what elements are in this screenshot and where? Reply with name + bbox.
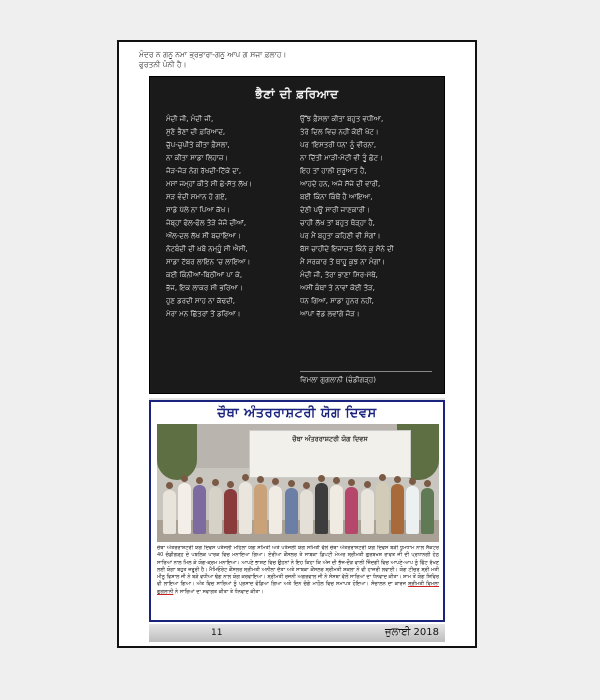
author-divider <box>300 371 432 372</box>
poem-author <box>300 371 432 385</box>
photo-person <box>391 484 404 534</box>
poem-right-line: ਚਾਹੀ ਲੱਖ ਤਾਂ ਬਹੁਤ ਥੋੜ੍ਹਾ ਹੈ, <box>300 219 375 227</box>
poem-left-line: ਨਾ ਕੀਤਾ ਸਾਡਾ ਲਿਹਾਜ਼। <box>166 154 229 162</box>
photo-person-head <box>333 477 340 484</box>
photo-person-head <box>394 476 401 483</box>
photo-person <box>345 487 358 534</box>
poem-left-line: ਕਈ ਕਿੰਨੀਆਂ-ਬਿਠੀਆਂ ਪਾ ਕੇ, <box>166 271 243 279</box>
photo-person-head <box>364 481 371 488</box>
article-end-post: ਨੇ ਸਾਰਿਆਂ ਦਾ ਸਵਾਗਤ ਕੀਤਾ ਤੇ ਧੰਨਵਾਦ ਕੀਤਾ। <box>173 588 264 595</box>
photo-person <box>406 486 419 534</box>
photo-person-head <box>348 479 355 486</box>
poem-left-line: ਨੋਟਬੰਦੀ ਦੀ ਖ਼ਬੋ ਨਮ੍ਹੂੰ ਸੀ ਐਸੀ, <box>166 245 248 253</box>
magazine-sheet <box>117 40 477 648</box>
poem-right-line: ਤੇਰੇ ਦਿਲ ਵਿਚ ਨਹੀਂ ਕੋਈ ਖੋਟ। <box>300 128 379 136</box>
poem-title: ਭੈਣਾਂ ਦੀ ਫ਼ਰਿਆਦ <box>255 87 339 101</box>
poem-left-line: ਮੇਰਾ ਮਨ ਛਿੱਤਰਾਂ ਤੋਂ ਡਰਿਆ। <box>166 310 241 318</box>
photo-person-head <box>303 482 310 489</box>
poem-left-line: ਸੁਣੋ ਭੈਣਾਂ ਦੀ ਫ਼ਰਿਆਦ, <box>166 128 226 136</box>
poem-box <box>149 76 445 394</box>
poem-left-column <box>166 113 296 321</box>
poem-right-line: ਪਰ ਮੈਂ ਬਹੁਤਾ ਕਹਿਣੀ ਵੀ ਸੰਗਾਂ। <box>300 232 381 240</box>
poem-right-line: ਮੈਂ ਸਰਕਾਰ ਤੋਂ ਥਾਹੂ ਕੁਝ ਨਾ ਮੰਗਾਂ। <box>300 258 386 266</box>
photo-person-head <box>318 475 325 482</box>
top-text-line-2: ਫੁਰਤਨੀ ਪੰਨੀ ਹੈ। <box>139 60 187 69</box>
poem-left-line: ਜੋੜ-ਜੋੜ ਨੋਗ ਰੱਖਦੀ-ਟਿੱਕੇ ਦਾ, <box>166 167 242 175</box>
photo-person-head <box>288 480 295 487</box>
poem-left-line: ਮੰਦੀ ਜੀ, ਮੰਦੀ ਜੀ, <box>166 115 214 123</box>
poem-right-line: ਮੰਦੀ ਜੀ, ਤੇਰਾ ਭਾਣਾ ਸਿਰ-ਮੱਥੇ, <box>300 271 378 279</box>
group-photo <box>157 424 439 542</box>
photo-person <box>178 483 191 534</box>
photo-person <box>421 488 434 534</box>
poem-right-line: ਆਹਦੇ ਹਨ, ਅਜੇ ਸੱਜੇ ਦੀ ਵਾਰੀ, <box>300 180 381 188</box>
poem-right-line: ਅਸੀਂ ਕੰਥਾਂ ਤੇ ਨਾਵਾਂ ਕੋਈ ਤੋੜ, <box>300 284 375 292</box>
photo-person-head <box>379 474 386 481</box>
poem-left-line: ਚੁੱਪ-ਚੁਪੀਤੇ ਕੀਤਾ ਫ਼ੈਸਲਾ, <box>166 141 230 149</box>
photo-person <box>163 490 176 534</box>
photo-tree-left <box>157 424 197 480</box>
poem-right-line: ਆਪਾਂ ਵੱਡ ਲਵਾਂਗੇ ਜੋੜ। <box>300 310 360 318</box>
photo-banner <box>249 430 411 478</box>
photo-person-head <box>212 479 219 486</box>
photo-person <box>285 488 298 534</box>
page-footer-2 <box>149 624 445 642</box>
poem-right-column <box>300 113 440 321</box>
photo-person <box>193 485 206 534</box>
yoga-title: ਚੌਥਾ ਅੰਤਰਰਾਸ਼ਟਰੀ ਯੋਗ ਦਿਵਸ <box>217 406 377 421</box>
photo-person <box>224 489 237 534</box>
poem-right-line: ਪਰ 'ਇਸਤਰੀ ਧਨ' ਨੂੰ ਵੀਰਨਾ, <box>300 141 377 149</box>
yoga-article <box>157 545 439 620</box>
page-number-2: 11 <box>211 628 223 638</box>
yoga-frame <box>149 400 445 622</box>
top-text <box>139 50 459 70</box>
photo-person <box>315 483 328 534</box>
article-body: ਚੌਥਾ ਅੰਤਰਰਾਸ਼ਟਰੀ ਯੋਗ ਦਿਵਸ ਪਤੰਜਲੀ ਮਹਿਲਾ ਯੋਗ ਸਮਿਤੀ ਅਤੇ ਪਤੰਜਲੀ ਯੋਗ ਸਮਿਤੀ ਵੱਲੋਂ ਚੌਥਾ ਅੰਤਰਰਾਸ਼ਟਰੀ ਯੋਗ ਦਿਵਸ ਬੜੀ ਧੂਮਧਾਮ ਨਾਲ ਸੈਕਟਰ 40 ਚੰਡੀਗੜ੍ਹ ਦੇ ਪਬਲਿਕ ਪਾਰਕ ਵਿਚ ਮਨਾਇਆ ਗਿਆ। ਏਰੀਆ ਕੌਂਸਲਰ ਤੇ ਸਾਬਕਾ ਡਿਪਟੀ ਮੇਅਰ ਸ਼੍ਰੀਮਤੀ ਗੁਰਬਖਸ਼ ਰਾਵਤ ਜੀ ਦੀ ਪ੍ਰਧਾਨਗੀ ਹੇਠ ਸਾਰਿਆਂ ਨਾਲ ਮਿਲ ਕੇ ਯੋਗ-ਕ੍ਰਮ ਮਨਾਇਆ। ਆਪਣੇ ਭਾਸ਼ਣ ਵਿਚ ਉਹਨਾਂ ਨੇ ਇਹ ਕਿਹਾ ਕਿ ਅੱਜ ਦੀ ਭੱਜ-ਦੌੜ ਵਾਲੀ ਜ਼ਿੰਦਗੀ ਵਿਚ ਆਪਣੇ-ਆਪ ਨੂੰ ਫਿੱਟ ਰੱਖਣ ਲਈ ਯੋਗਾ ਬਹੁਤ ਜ਼ਰੂਰੀ ਹੈ। ਮੈਮਿਓਰੇਟ ਕੌਂਸਲਰ ਸ਼੍ਰੀਮਤੀ ਅਨੀਲਾ ਦੱਤਾ ਅਤੇ ਸਾਬਕਾ ਕੌਂਸਲਰ ਸ਼੍ਰੀਮਤੀ ਸ਼ਕਲਾ ਨੇ ਵੀ ਹਾਜ਼ਰੀ ਲਵਾਈ। ਯੋਗ ਟੀਚਰ ਸ਼੍ਰੀ ਮਤੀ ਮੀਨੂ ਵਿਸ਼ਾਲ ਜੀ ਨੇ ਬੜੇ ਵਧੀਆ ਢੰਗ ਨਾਲ ਯੋਗ ਕਰਵਾਇਆ। ਸ਼੍ਰੀਮਤੀ ਰਜਨੀ ਅਗਰਵਾਲ ਜੀ ਨੇ ਸੰਸਥਾ ਵੱਲੋਂ ਸਾਰਿਆਂ ਦਾ ਧੰਨਵਾਦ ਕੀਤਾ। ਸ਼ਾਮ ਤੋਂ ਯੋਗ ਸ਼ਿਵਿਰ ਵੀ ਲਾਇਆ ਗਿਆ। ਅੰਤ ਵਿਚ ਸਾਰਿਆਂ ਨੂੰ ਪ੍ਰਸਾਦ ਵੰਡਿਆ ਗਿਆ ਅਤੇ ਦਿਨ ਚੰਗੇ ਮਾਹੌਲ ਵਿਚ ਸਮਾਪਤ ਹੋਇਆ। <box>157 545 439 588</box>
poem-left-line: ਸਾਡਾ ਟੱਬਰ ਲਾਇਨ 'ਚ ਲਾਇਆ। <box>166 258 251 266</box>
poem-left-line: ਸਾਡੇ ਪੱਲੇ ਨਾ ਪਿਆ ਕੱਖ। <box>166 206 231 214</box>
photo-person-head <box>166 482 173 489</box>
poem-right-line: ਬੱਸ ਚਾਹੀਦੇ ਇਜਾਜ਼ਤ ਕਿੰਨੇ ਕੁ ਸੋਨੇ ਦੀ <box>300 245 394 253</box>
poem-right-line: ਧਨ ਗਿਆ, ਸਾਡਾ ਹੁਨਰ ਨਹੀਂ, <box>300 297 374 305</box>
article-end-pre: ਸੰਚਾਲਨ ਦਾ ਕਾਰਜ <box>371 581 409 588</box>
poem-left-line: ਸੜ ਵੰਦੀ ਸਮਾਨ ਹੋ ਗਏ, <box>166 193 227 201</box>
poem-left-line: ਭੱਜ, ਇਕ ਲਾਕਰ ਸੀ ਭਰਿਆ। <box>166 284 243 292</box>
photo-person <box>300 490 313 534</box>
poem-left-line: ਔਲ-ਦਲ ਲੱਖ ਸੀ ਬਚਾਇਆ। <box>166 232 241 240</box>
article-highlight: ਸ਼੍ਰੀਮਤੀ ਵਿਮਲਾ ਗੁਗਲਾਨੀ <box>157 581 439 595</box>
banner-text: ਚੌਥਾ ਅੰਤਰਰਾਸ਼ਟਰੀ ਯੋਗ ਦਿਵਸ <box>292 435 368 443</box>
photo-person-head <box>227 481 234 488</box>
photo-person <box>330 485 343 534</box>
photo-person <box>376 482 389 534</box>
poem-left-line: ਜੇਬ੍ਹਾਂ ਫੋਲ-ਫੋਲ ਤੋੜੇ ਜੇਜੋ ਦੀਆਂ, <box>166 219 247 227</box>
poem-right-line: ਉੱਝ ਫ਼ੈਸਲਾ ਕੀਤਾ ਬਹੁਤ ਵਧੀਆ, <box>300 115 384 123</box>
photo-person-head <box>181 475 188 482</box>
poem-left-line: ਹੁਣ ਡਰਦੀ ਸਾਹ ਨਾ ਕੱਢਦੀ, <box>166 297 236 305</box>
photo-person <box>254 484 267 534</box>
photo-person-head <box>409 478 416 485</box>
top-text-line-1: ਮੰਦਰ ਨ ਗਨੂ ਨਮਾ ਭ੍ਰਭਾਰਾ-ਗਨੂ ਆਪ ਗ ਸਜਾ ਫ਼ਲਾਹ। <box>139 50 287 59</box>
poem-right-line: ਦੇਣੀ ਪਊ ਸਾਰੀ ਜਾਣਕਾਰੀ। <box>300 206 370 214</box>
photo-person <box>239 482 252 534</box>
photo-person <box>209 487 222 534</box>
poem-right-line: ਨਾ ਦਿੱਤੀ ਮਾੜੀ-ਮੋਟੀ ਵੀ ਤੂੰ ਛੋਟ। <box>300 154 383 162</box>
photo-person-head <box>196 477 203 484</box>
photo-person-head <box>424 480 431 487</box>
photo-person-head <box>272 478 279 485</box>
photo-person <box>361 489 374 534</box>
poem-right-line: ਇਹ ਤਾਂ ਹਾਲੀ ਸ਼ੁਰੂਆਤ ਹੈ, <box>300 167 367 175</box>
photo-person <box>269 486 282 534</box>
poem-author-name: ਵਿਮਲਾ ਗੁਗਲਾਨੀ (ਚੰਡੀਗੜ੍ਹ) <box>300 376 376 384</box>
poem-right-line: ਬਈ ਕਿੰਨਾ ਕਿੰਥੋਂ ਹੈ ਆਇਆ, <box>300 193 373 201</box>
issue-date-2: ਜੁਲਾਈ 2018 <box>384 627 439 638</box>
photo-person-head <box>257 476 264 483</box>
photo-person-head <box>242 474 249 481</box>
yoga-clipping <box>149 400 445 624</box>
poem-left-line: ਮਸਾਂ ਜਮ੍ਹਾਂ ਕੀਤੇ ਸੀ ਛੇ-ਸੱਤ ਲੱਖ। <box>166 180 253 188</box>
